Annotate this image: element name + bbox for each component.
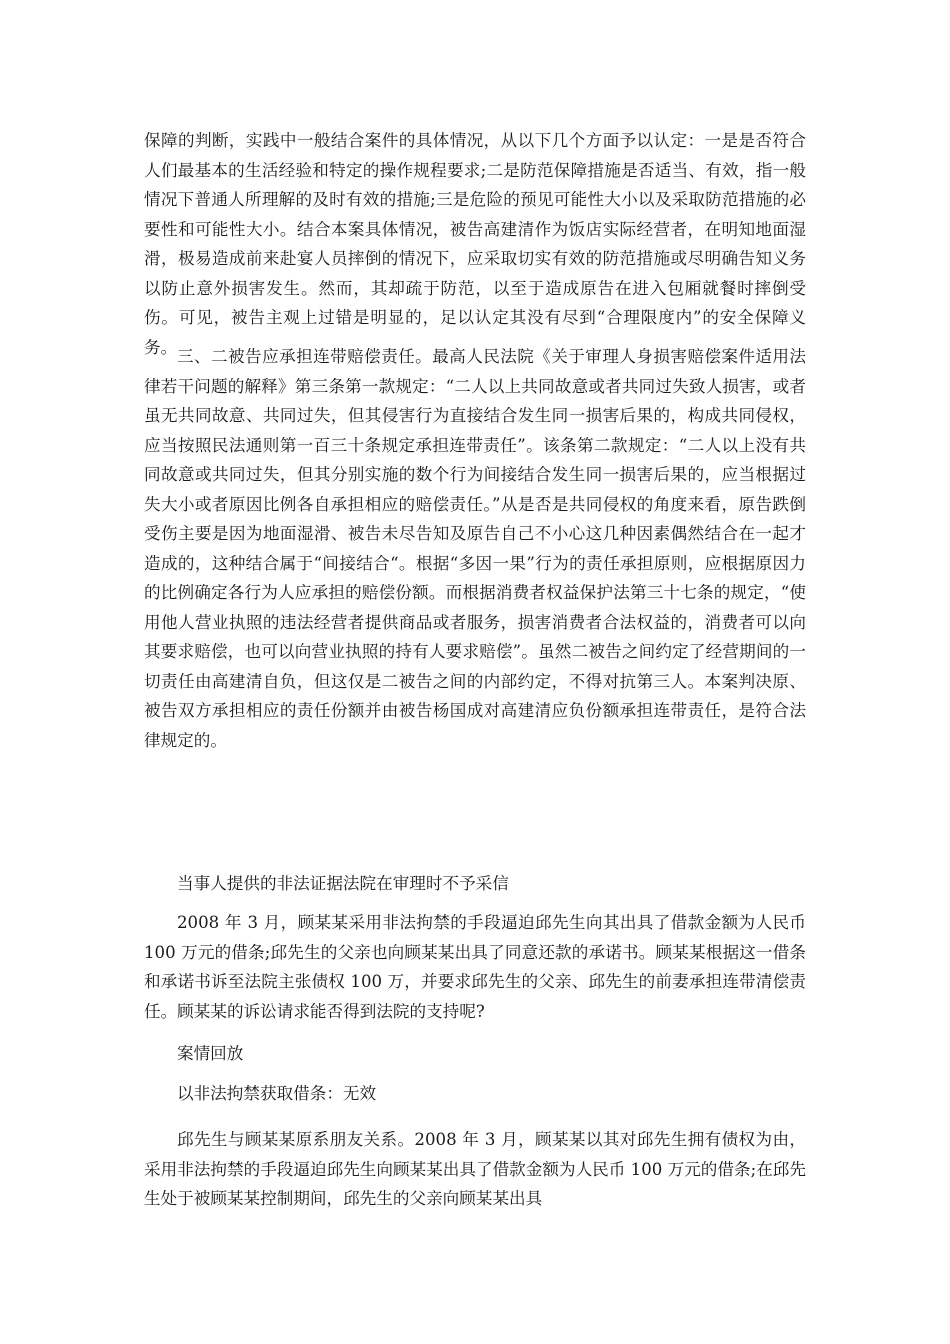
section-heading-case-review: 案情回放 — [177, 1044, 244, 1063]
paragraph-case-facts: 邱先生与顾某某原系朋友关系。2008 年 3 月，顾某某以其对邱先生拥有债权为由，采用非法拘禁的手段逼迫邱先生向顾某某出具了借款金额为人民币 100 万元的借条;在邱先生处于被顾某某控制期间，邱先生的父亲向顾某某出具 — [144, 1130, 806, 1208]
paragraph-case-intro: 2008 年 3 月，顾某某采用非法拘禁的手段逼迫邱先生向其出具了借款金额为人民币 100 万元的借条;邱先生的父亲也向顾某某出具了同意还款的承诺书。顾某某根据这一借条和承诺书诉至法院主张债权 100 万，并要求邱先生的父亲、邱先生的前妻承担连带清偿责任。顾某某的诉讼请求能否得到法院的支持呢? — [144, 913, 806, 1021]
article-title: 当事人提供的非法证据法院在审理时不予采信 — [177, 874, 509, 893]
paragraph-joint-liability: 三、二被告应承担连带赔偿责任。最高人民法院《关于审理人身损害赔偿案件适用法律若干问题的解释》第三条第一款规定：“二人以上共同故意或者共同过失致人损害，或者虽无共同故意、共同过失，但其侵害行为直接结合发生同一损害后果的，构成共同侵权，应当按照民法通则第一百三十条规定承担连带责任”。该条第二款规定：“二人以上没有共同故意或共同过失，但其分别实施的数个行为间接结合发生同一损害后果的，应当根据过失大小或者原因比例各自承担相应的赔偿责任。”从是否是共同侵权的角度来看，原告跌倒受伤主要是因为地面湿滑、被告未尽告知及原告自己不小心这几种因素偶然结合在一起才造成的，这种结合属于“间接结合“。根据“多因一果”行为的责任承担原则，应根据原因力的比例确定各行为人应承担的赔偿份额。而根据消费者权益保护法第三十七条的规定，“使用他人营业执照的违法经营者提供商品或者服务，损害消费者合法权益的，消费者可以向其要求赔偿，也可以向营业执照的持有人要求赔偿”。虽然二被告之间约定了经营期间的一切责任由高建清自负，但这仅是二被告之间的内部约定，不得对抗第三人。本案判决原、被告双方承担相应的责任份额并由被告杨国成对高建清应负份额承担连带责任，是符合法律规定的。 — [144, 347, 806, 750]
section-subheading-invalid-note: 以非法拘禁获取借条：无效 — [177, 1084, 377, 1103]
paragraph-safety-duty-analysis: 保障的判断，实践中一般结合案件的具体情况，从以下几个方面予以认定：一是是否符合人们最基本的生活经验和特定的操作规程要求;二是防范保障措施是否适当、有效，指一般情况下普通人所理解的及时有效的措施;三是危险的预见可能性大小以及采取防范措施的必要性和可能性大小。结合本案具体情况，被告高建清作为饭店实际经营者，在明知地面湿滑，极易造成前来赴宴人员摔倒的情况下，应采取切实有效的防范措施或尽明确告知义务以防止意外损害发生。然而，其却疏于防范，以至于造成原告在进入包厢就餐时摔倒受伤。可见，被告主观上过错是明显的，足以认定其没有尽到“合理限度内”的安全保障义务。 — [144, 131, 806, 357]
